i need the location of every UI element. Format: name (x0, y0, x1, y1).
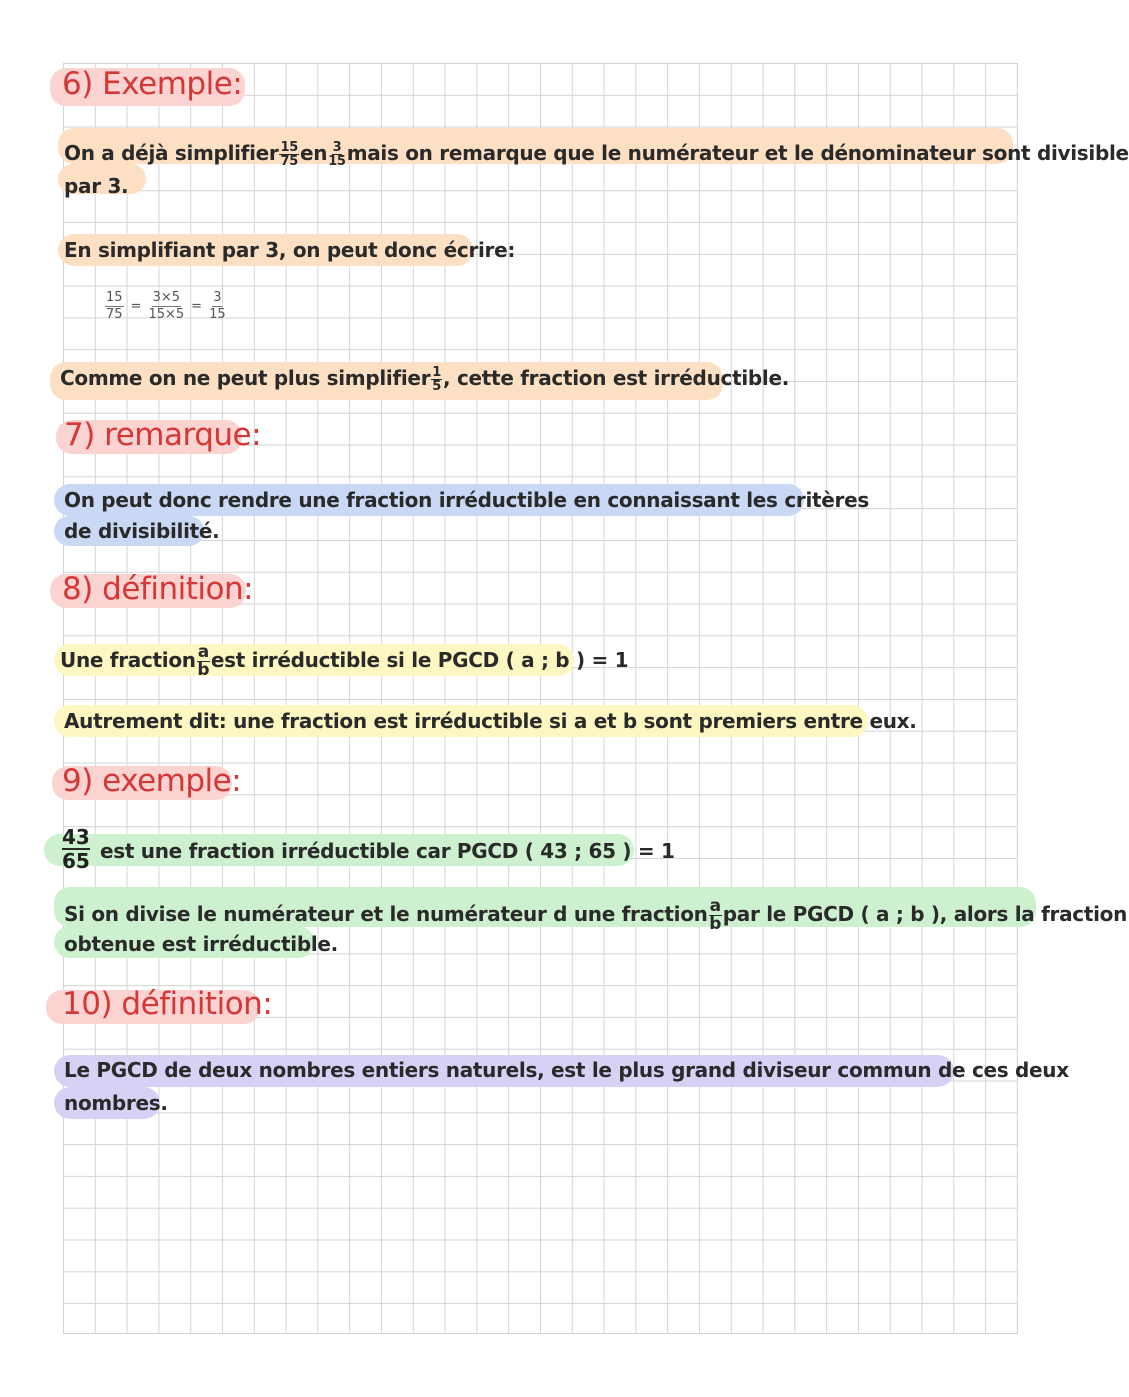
section-10-title: 10) définition: (62, 986, 273, 1022)
s7-line1: On peut donc rendre une fraction irréductible en connaissant les critères (64, 488, 869, 512)
fraction-43-65: 43 65 (62, 825, 90, 873)
fraction-a-b: $\frac{a}{b}$ (709, 896, 722, 934)
s6-paragraph-line1: On a déjà simplifier $\frac{15}{75}$ en $\frac{3}{15}$ mais on remarque que le numérateur et le dénominateur sont divisible (64, 140, 1129, 169)
s10-line1: Le PGCD de deux nombres entiers naturels, est le plus grand diviseur commun de ces deux (64, 1058, 1069, 1082)
s6-paragraph-2: En simplifiant par 3, on peut donc écrire: (64, 238, 516, 262)
s8-line1: Une fraction $\frac{a}{b}$ est irréductible si le PGCD ( a ; b ) = 1 (60, 642, 629, 680)
calc-simplification: $\frac{15}{75}$ = $\frac{3\times 5}{15\times 5}$ = $\frac{3}{15}$ (106, 290, 226, 322)
s9-line3: obtenue est irréductible. (64, 932, 338, 956)
fraction-3-15: $\frac{3}{15}$ (328, 140, 346, 169)
section-7-title: 7) remarque: (64, 417, 262, 453)
s6-paragraph-3: Comme on ne peut plus simplifier $\frac{1}{5}$ , cette fraction est irréductible. (60, 365, 790, 394)
section-8-title: 8) définition: (62, 571, 254, 607)
section-6-title: 6) Exemple: (62, 66, 243, 102)
fraction-a-b: $\frac{a}{b}$ (197, 642, 210, 680)
fraction-15-75: $\frac{15}{75}$ (280, 140, 298, 169)
s9-line2: Si on divise le numérateur et le numérateur d une fraction $\frac{a}{b}$ par le PGCD ( a ; b ), alors la fraction (64, 896, 1128, 934)
s9-line1: est une fraction irréductible car PGCD ( 43 ; 65 ) = 1 (100, 839, 675, 863)
s7-line2: de divisibilité. (64, 519, 220, 543)
s8-line2: Autrement dit: une fraction est irréductible si a et b sont premiers entre eux. (64, 709, 917, 733)
fraction-1-5: $\frac{1}{5}$ (432, 365, 442, 394)
s6-paragraph-line2: par 3. (64, 174, 129, 198)
s10-line2: nombres. (64, 1091, 168, 1115)
section-9-title: 9) exemple: (62, 763, 242, 799)
